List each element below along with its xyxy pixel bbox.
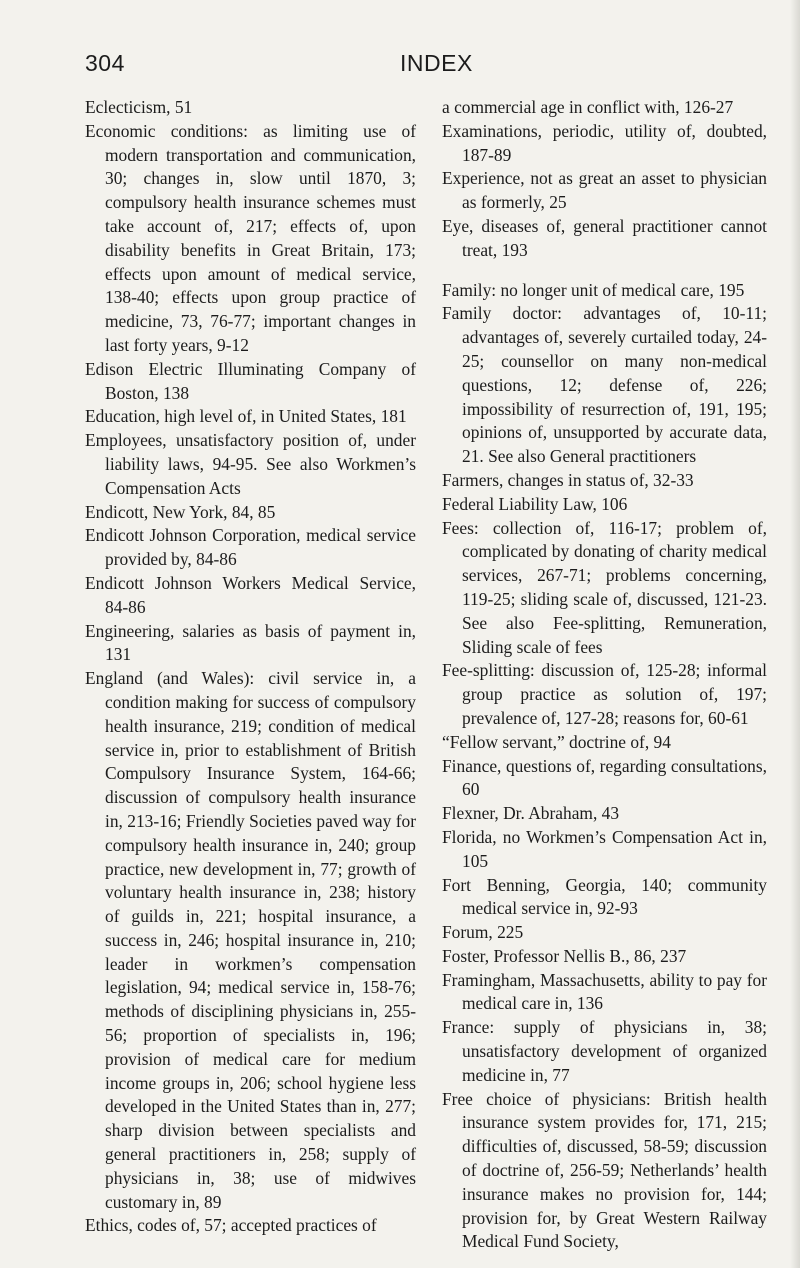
index-entry: Free choice of physicians: British health insurance system provides for, 171, 215; difficulties of, discussed, 58-59; discussion of doctrine of, 256-59; Netherlands’ health insurance makes no provision for, 144; provision for, by Great Western Railway Medical Fund Society, (442, 1088, 767, 1252)
index-entry: Fort Benning, Georgia, 140; community medical service in, 92-93 (442, 874, 767, 919)
index-entry: Experience, not as great an asset to physician as formerly, 25 (442, 168, 767, 213)
index-entry: Examinations, periodic, utility of, doubted, 187-89 (442, 120, 767, 165)
page-number: 304 (85, 50, 125, 76)
index-entry: Fee-splitting: discussion of, 125-28; informal group practice as solution of, 197; prevalence of, 127-28; reasons for, 60-61 (442, 660, 767, 728)
index-column-right (442, 96, 767, 1254)
index-entry: Eclecticism, 51 (85, 97, 193, 117)
index-entry: Federal Liability Law, 106 (442, 493, 628, 514)
index-entry: Education, high level of, in United States, 181 (85, 406, 407, 427)
index-entry: Foster, Professor Nellis B., 86, 237 (442, 945, 687, 966)
index-entry: Engineering, salaries as basis of payment in, 131 (85, 620, 416, 665)
page-title: INDEX (400, 50, 473, 76)
index-entry: Endicott, New York, 84, 85 (85, 501, 276, 522)
page-edge-shadow (790, 0, 800, 1268)
index-entry: Forum, 225 (442, 922, 524, 943)
index-entry: “Fellow servant,” doctrine of, 94 (442, 731, 671, 752)
index-entry: Florida, no Workmen’s Compensation Act in, 105 (442, 826, 767, 871)
index-entry: Fees: collection of, 116-17; problem of, complicated by donating of charity medical services, 267-71; problems concerning, 119-25; sliding scale of, discussed, 121-23. See also Fee-splitting, Remuneration, Sliding scale of fees (442, 517, 767, 657)
index-entry: a commercial age in conflict with, 126-27 (442, 97, 734, 117)
index-entry: Flexner, Dr. Abraham, 43 (442, 803, 620, 824)
index-entry: Farmers, changes in status of, 32-33 (442, 469, 694, 490)
index-entry: Family doctor: advantages of, 10-11; advantages of, severely curtailed today, 24-25; counsellor on many non-medical questions, 12; defense of, 226; impossibility of resurrection of, 191, 195; opinions of, unsupported by accurate data, 21. See also General practitioners (442, 303, 767, 467)
index-entry: France: supply of physicians in, 38; unsatisfactory development of organized medicine in, 77 (442, 1017, 767, 1085)
index-entry: Employees, unsatisfactory position of, under liability laws, 94-95. See also Workmen’s Compensation Acts (85, 430, 416, 498)
index-entry: Ethics, codes of, 57; accepted practices of (85, 1215, 377, 1236)
index-entry: Edison Electric Illuminating Company of Boston, 138 (85, 358, 416, 403)
index-entry: Family: no longer unit of medical care, 195 (442, 279, 745, 300)
index-entry: Framingham, Massachusetts, ability to pay for medical care in, 136 (442, 969, 767, 1014)
index-entry: Endicott Johnson Workers Medical Service, 84-86 (85, 572, 416, 617)
index-entry: England (and Wales): civil service in, a condition making for success of compulsory health insurance, 219; condition of medical service in, prior to establishment of British Compulsory Insurance System, 164-66; discussion of compulsory health insurance in, 213-16; Friendly Societies paved way for compulsory health insurance in, 240; group practice, new development in, 77; growth of voluntary health insurance in, 238; history of guilds in, 221; hospital insurance, a success in, 246; hospital insurance in, 210; leader in workmen’s compensation legislation, 94; medical service in, 158-76; methods of disciplining physicians in, 255-56; proportion of specialists in, 196; provision of medical care for medium income groups in, 206; school hygiene less developed in the United States than in, 277; sharp division between specialists and general practitioners in, 258; supply of physicians in, 38; use of midwives customary in, 89 (85, 668, 416, 1212)
index-entry: Finance, questions of, regarding consultations, 60 (442, 755, 767, 800)
index-entry: Eye, diseases of, general practitioner cannot treat, 193 (442, 215, 767, 260)
page-header (85, 50, 710, 80)
index-entry: Endicott Johnson Corporation, medical service provided by, 84-86 (85, 525, 416, 570)
index-column-left (85, 96, 416, 1238)
index-entry: Economic conditions: as limiting use of modern transportation and communication, 30; changes in, slow until 1870, 3; compulsory health insurance schemes must take account of, 217; effects of, upon disability benefits in Great Britain, 173; effects upon amount of medical service, 138-40; effects upon group practice of medicine, 73, 76-77; important changes in last forty years, 9-12 (85, 120, 416, 355)
